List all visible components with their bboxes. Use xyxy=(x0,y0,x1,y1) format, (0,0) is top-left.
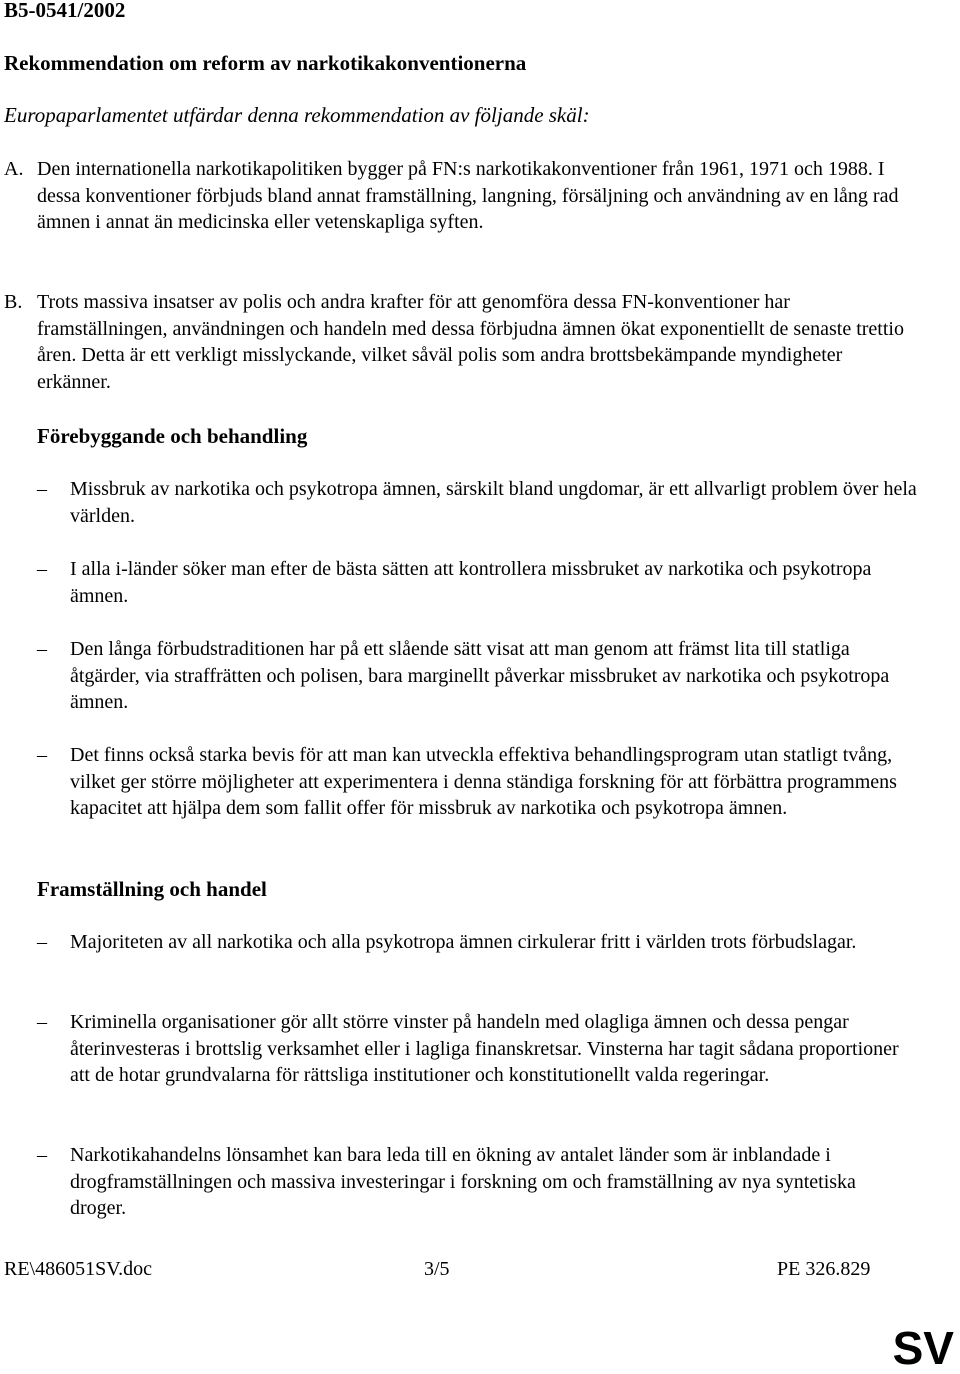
language-code: SV xyxy=(892,1322,954,1374)
list-item xyxy=(37,556,917,609)
list-item xyxy=(37,476,917,529)
list-item xyxy=(37,1009,917,1089)
dash-bullet: – xyxy=(37,1144,47,1166)
dash-bullet: – xyxy=(37,931,47,953)
dash-bullet: – xyxy=(37,558,47,580)
recital-text: Trots massiva insatser av polis och andra krafter för att genomföra dessa FN-konventioner har framställningen, användningen och handeln med dessa förbjudna ämnen ökat exponentiellt de senaste trettio åren. Detta är ett verkligt misslyckande, vilket såväl polis som andra brottsbekämpande myndigheter erkänner. xyxy=(37,291,904,393)
list-item xyxy=(37,1142,917,1222)
list-item-text: Kriminella organisationer gör allt större vinster på handeln med olagliga ämnen och dessa pengar återinvesteras i brottslig verksamhet eller i lagliga finanskretsar. Vinsterna har tagit sådana proportioner att de hotar grundvalarna för rättsliga institutioner och konstitutionellt valda regeringar. xyxy=(70,1011,899,1086)
list-item xyxy=(37,742,917,822)
footer-pe-number: PE 326.829 xyxy=(777,1258,871,1280)
list-item xyxy=(37,929,917,956)
list-item-text: I alla i-länder söker man efter de bästa sätten att kontrollera missbruket av narkotika och psykotropa ämnen. xyxy=(70,558,872,607)
list-item-text: Majoriteten av all narkotika och alla psykotropa ämnen cirkulerar fritt i världen trots förbudslagar. xyxy=(70,931,857,953)
recital-b xyxy=(4,289,904,395)
dash-bullet: – xyxy=(37,478,47,500)
recital-a xyxy=(4,156,904,236)
dash-bullet: – xyxy=(37,1011,47,1033)
document-code: B5-0541/2002 xyxy=(4,0,126,22)
intro-text: Europaparlamentet utfärdar denna rekommendation av följande skäl: xyxy=(4,103,590,127)
recital-letter: A. xyxy=(4,158,24,180)
recital-letter: B. xyxy=(4,291,23,313)
footer-page-number: 3/5 xyxy=(424,1258,450,1280)
list-item-text: Den långa förbudstraditionen har på ett slående sätt visat att man genom att främst lita till statliga åtgärder, via straffrätten och polisen, bara marginellt påverkar missbruket av narkotika och psykotropa ämnen. xyxy=(70,638,890,713)
list-item xyxy=(37,636,917,716)
dash-bullet: – xyxy=(37,638,47,660)
list-item-text: Det finns också starka bevis för att man kan utveckla effektiva behandlingsprogram utan statligt tvång, vilket ger större möjligheter att experimentera i denna ständiga forskning för att förbättra programmens kapacitet att hjälpa dem som fallit offer för missbruk av narkotika och psykotropa ämnen. xyxy=(70,744,897,819)
section-heading: Framställning och handel xyxy=(37,877,267,901)
document-title: Rekommendation om reform av narkotikakonventionerna xyxy=(4,51,527,75)
footer-file-ref: RE\486051SV.doc xyxy=(4,1258,152,1280)
list-item-text: Narkotikahandelns lönsamhet kan bara leda till en ökning av antalet länder som är inblandade i drogframställningen och massiva investeringar i forskning om och framställning av nya syntetiska droger. xyxy=(70,1144,856,1219)
list-item-text: Missbruk av narkotika och psykotropa ämnen, särskilt bland ungdomar, är ett allvarligt problem över hela världen. xyxy=(70,478,917,527)
dash-bullet: – xyxy=(37,744,47,766)
section-heading: Förebyggande och behandling xyxy=(37,424,308,448)
recital-text: Den internationella narkotikapolitiken bygger på FN:s narkotikakonventioner från 1961, 1971 och 1988. I dessa konventioner förbjuds bland annat framställning, langning, försäljning och användning av en lång rad ämnen i annat än medicinska eller vetenskapliga syften. xyxy=(37,158,899,233)
